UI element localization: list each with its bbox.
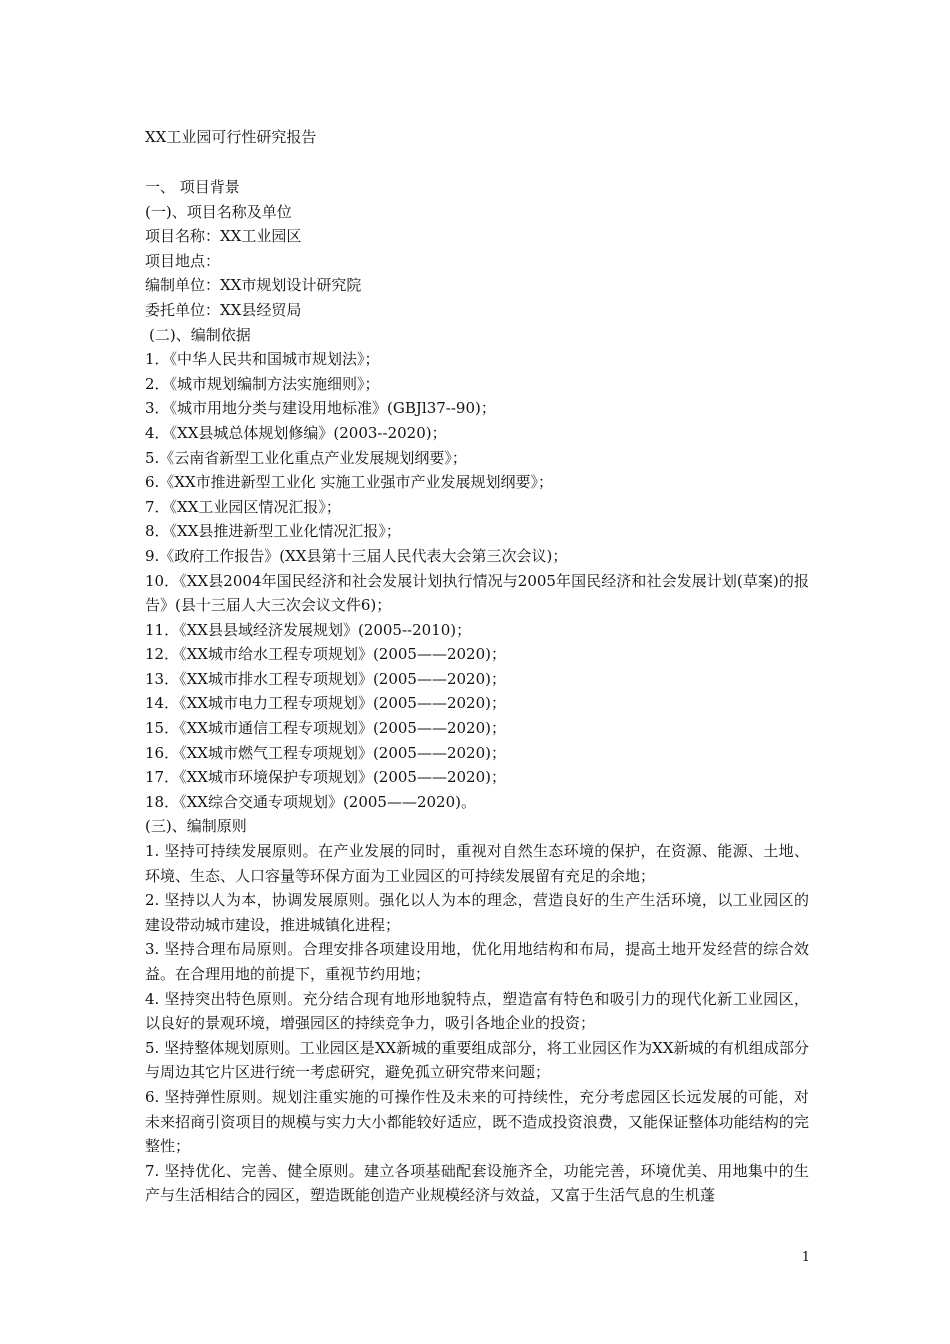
principle-item: 7. 坚持优化、完善、健全原则。建立各项基础配套设施齐全，功能完善，环境优美、用地集中的生产与生活相结合的园区，塑造既能创造产业规模经济与效益，又富于生活气息的生机蓬 xyxy=(145,1161,809,1205)
section-heading-background: 一、 项目背景 xyxy=(145,178,240,196)
basis-item: 6.《XX市推进新型工业化 实施工业强市产业发展规划纲要》； xyxy=(145,473,553,492)
subsection-heading-principles: (三)、编制原则 xyxy=(145,817,247,836)
basis-item: 15．《XX城市通信工程专项规划》(2005——2020)； xyxy=(145,719,506,738)
commissioning-unit-line: 委托单位：XX县经贸局 xyxy=(145,300,302,319)
basis-item: 14．《XX城市电力工程专项规划》(2005——2020)； xyxy=(145,694,506,713)
basis-item: 7．《XX工业园区情况汇报》； xyxy=(145,497,341,516)
basis-item: 1．《中华人民共和国城市规划法》； xyxy=(145,350,380,369)
basis-item: 4．《XX县城总体规划修编》(2003--2020)； xyxy=(145,423,447,442)
basis-item: 11．《XX县县域经济发展规划》(2005--2010)； xyxy=(145,620,472,639)
compiling-unit-line: 编制单位：XX市规划设计研究院 xyxy=(145,276,362,295)
project-location-line: 项目地点： xyxy=(145,251,221,270)
basis-item: 5.《云南省新型工业化重点产业发展规划纲要》； xyxy=(145,448,467,467)
principle-item: 1. 坚持可持续发展原则。在产业发展的同时，重视对自然生态环境的保护，在资源、能源、土地、环境、生态、人口容量等环保方面为工业园区的可持续发展留有充足的余地； xyxy=(145,842,809,885)
basis-item: 2．《城市规划编制方法实施细则》； xyxy=(145,374,380,393)
principle-item: 4. 坚持突出特色原则。充分结合现有地形地貌特点，塑造富有特色和吸引力的现代化新工业园区，以良好的景观环境，增强园区的持续竞争力，吸引各地企业的投资； xyxy=(145,989,809,1033)
project-name-line: 项目名称：XX工业园区 xyxy=(145,227,302,246)
page-number: 1 xyxy=(801,1250,810,1265)
basis-item: 13．《XX城市排水工程专项规划》(2005——2020)； xyxy=(145,669,506,688)
basis-item: 16．《XX城市燃气工程专项规划》(2005——2020)； xyxy=(145,743,506,762)
basis-item: 17．《XX城市环境保护专项规划》(2005——2020)； xyxy=(145,768,506,787)
principle-item: 2. 坚持以人为本，协调发展原则。强化以人为本的理念，营造良好的生产生活环境，以工业园区的建设带动城市建设，推进城镇化进程； xyxy=(145,891,809,934)
basis-item: 3．《城市用地分类与建设用地标准》(GBJl37--90)； xyxy=(145,399,496,418)
basis-item: 18．《XX综合交通专项规划》(2005——2020)。 xyxy=(145,792,476,811)
subsection-heading-basis: (二)、编制依据 xyxy=(149,325,251,344)
document-title: XX工业园可行性研究报告 xyxy=(145,128,317,146)
principle-item: 6. 坚持弹性原则。规划注重实施的可操作性及未来的可持续性，充分考虑园区长远发展的可能，对未来招商引资项目的规模与实力大小都能较好适应，既不造成投资浪费，又能保证整体功能结构的完整性； xyxy=(145,1087,809,1156)
principle-item: 3. 坚持合理布局原则。合理安排各项建设用地，优化用地结构和布局，提高土地开发经营的综合效益。在合理用地的前提下，重视节约用地； xyxy=(145,940,809,983)
basis-item: 9.《政府工作报告》(XX县第十三届人民代表大会第三次会议)； xyxy=(145,546,568,565)
document-body xyxy=(145,175,809,1208)
basis-item: 10．《XX县2004年国民经济和社会发展计划执行情况与2005年国民经济和社会发展计划(草案)的报告》(县十三届人大三次会议文件6)； xyxy=(145,571,809,615)
principle-item: 5. 坚持整体规划原则。工业园区是XX新城的重要组成部分，将工业园区作为XX新城的有机组成部分与周边其它片区进行统一考虑研究，避免孤立研究带来问题； xyxy=(145,1038,809,1082)
basis-item: 8．《XX县推进新型工业化情况汇报》； xyxy=(145,522,401,541)
subsection-heading-name-unit: (一)、项目名称及单位 xyxy=(145,202,292,221)
basis-item: 12．《XX城市给水工程专项规划》(2005——2020)； xyxy=(145,645,506,664)
